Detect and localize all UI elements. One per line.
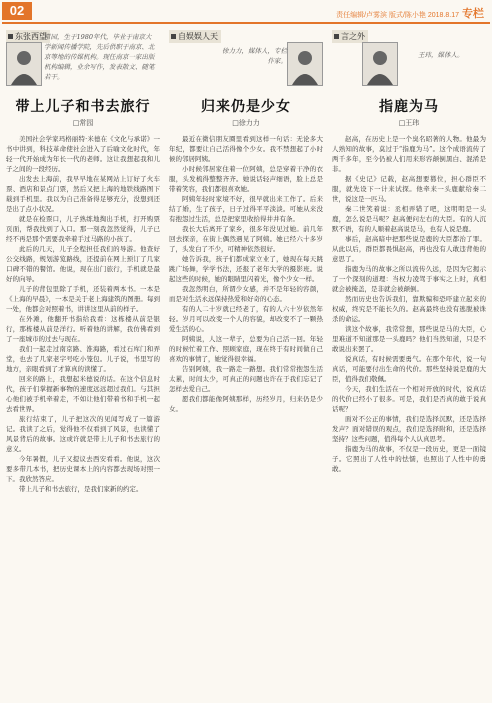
paragraph: 事后，赵高暗中把那些说是鹿的大臣都治了罪。从此以后，群臣都畏惧赵高，再也没有人敢违背他的意思了。 <box>332 235 486 263</box>
editor-info: 责任编辑/卢雾滨 版式/陈小艳 2018.8.17 <box>336 12 459 19</box>
author-name: 自娱娱人天 <box>178 32 218 41</box>
paragraph: 旅行结束了，儿子把这次的见闻写成了一篇游记。我读了之后，觉得他不仅看到了风景，也读懂了风景背后的故事。这或许就是带上儿子和书去旅行的意义。 <box>6 415 160 453</box>
page-header <box>0 0 492 22</box>
author-profile <box>332 30 486 92</box>
author-bio: 王玮，媒体人。 <box>418 51 464 59</box>
paragraph: 今年暑假，儿子又提议去西安看看。他说，这次要多带几本书，把历史课本上的内容都去现场对照一下。我欣然答应。 <box>6 455 160 483</box>
bullet-icon <box>334 34 339 39</box>
column-2 <box>169 30 323 698</box>
paragraph: 我们一起走过南京路、淮海路，看过石库门和弄堂，也去了几家老字号吃小笼包。儿子说，书里写的地方，亲眼看到了才算真的读懂了。 <box>6 345 160 373</box>
paragraph: 然而历史也告诉我们，靠欺骗和恐吓建立起来的权威，终究是不能长久的。赵高最终也没有逃脱被诛杀的命运。 <box>332 295 486 323</box>
article-body <box>6 134 160 494</box>
portrait-icon <box>363 43 397 85</box>
paragraph: 读这个故事，我常常想，那些说是马的大臣，心里难道不知道那是一头鹿吗？他们当然知道，只是不敢说出来罢了。 <box>332 325 486 353</box>
paragraph: 阿姨说，人这一辈子，总要为自己活一回。年轻的时候忙着工作、照顾家庭，现在终于有时间做自己喜欢的事情了，她觉得很幸福。 <box>169 335 323 363</box>
header-info <box>336 5 484 21</box>
paragraph: 面对不公正的事情，我们是选择沉默，还是选择发声？面对错误的观点，我们是选择附和，还是选择坚持？这些问题，值得每个人认真思考。 <box>332 415 486 443</box>
paragraph: 最近在微信朋友圈里看到这样一句话：无论多大年纪，都要让自己活得像个少女。我不禁想起了小时候的邻居阿姨。 <box>169 135 323 163</box>
header-rule <box>2 22 490 24</box>
column-1 <box>6 30 160 698</box>
paragraph: 据《史记》记载，赵高想要篡位，担心群臣不服，就先设下一计来试探。他牵来一头鹿献给秦二世，说这是一匹马。 <box>332 175 486 203</box>
paragraph: 出发去上海前，我早早地在某网站上订好了火车票、酒店和景点门票，然后又把上海的地铁线路图下载到手机里。我以为自己准备得足够充分，没想到还是出了点小状况。 <box>6 175 160 213</box>
portrait-icon <box>288 43 322 85</box>
article-byline: □徐力力 <box>232 119 260 127</box>
paragraph: 指鹿为马的故事之所以流传久远，是因为它揭示了一个深刻的道理：当权力凌驾于事实之上时，真相就会被掩盖，是非就会被颠倒。 <box>332 265 486 293</box>
author-tag <box>169 30 221 43</box>
paragraph: 告别阿姨，我一路走一路想。我们常常抱怨生活太累，时间太少，可真正的问题也许在于我们忘记了怎样去爱自己。 <box>169 365 323 393</box>
paragraph: 小时候邻居家住着一位阿姨，总是穿着干净的衣服，头发梳得整整齐齐。她说话轻声细语，脸上总是带着笑容，我们都很喜欢她。 <box>169 165 323 193</box>
author-profile <box>6 30 160 92</box>
article-title: 归来仍是少女 <box>201 99 291 115</box>
article-title: 指鹿为马 <box>379 99 439 115</box>
article-title: 带上儿子和书去旅行 <box>15 99 151 115</box>
paragraph: 就是在检票口，儿子熟练地掏出手机，打开购票页面，帮我找到了入口。那一刻我忽然觉得，儿子已经不再是那个需要我牵着手过马路的小孩了。 <box>6 215 160 243</box>
article-body <box>332 134 486 474</box>
author-photo <box>287 42 323 86</box>
paragraph: 回来的路上，我想起米德说的话。在这个信息时代，孩子们掌握新事物的速度远远超过我们。与其担心他们被手机牵着走，不如让他们带着书和手机一起去看世界。 <box>6 375 160 413</box>
paragraph: 赵高，在历史上是一个臭名昭著的人物。他最为人熟知的故事，莫过于“指鹿为马”。这个成语流传了两千多年，至今仍被人们用来形容颠倒黑白、混淆是非。 <box>332 135 486 173</box>
section-title: 专栏 <box>462 8 484 20</box>
portrait-icon <box>7 43 41 85</box>
paragraph: 秦二世笑着说：丞相弄错了吧，这明明是一头鹿，怎么说是马呢？赵高便问左右的大臣。有的人沉默不语，有的人顺着赵高说是马，也有人说是鹿。 <box>332 205 486 233</box>
author-photo <box>6 42 42 86</box>
paragraph: 今天，我们生活在一个相对开放的时代，说真话的代价已经小了很多。可是，我们是否真的敢于说真话呢？ <box>332 385 486 413</box>
paragraph: 说真话，有时候需要勇气。在那个年代，说一句真话，可能要付出生命的代价。那些坚持说是鹿的大臣，值得我们敬佩。 <box>332 355 486 383</box>
paragraph: 带上儿子和书去旅行，是我们家新的约定。 <box>19 485 143 493</box>
article-body <box>169 134 323 414</box>
paragraph: 我忽然明白，所谓少女感，并不是年轻的容颜，而是对生活永远保持热爱和好奇的心态。 <box>169 285 323 303</box>
paragraph: 我长大后离开了家乡，很多年没见过她。前几年回去探亲，在街上偶然遇见了阿姨。她已经六十多岁了，头发白了不少，可精神依然很好。 <box>169 225 323 253</box>
paragraph: 此后的几天，儿子全程担任我们的导游。他查好公交线路，规划游览路线，还提前在网上预订了几家口碑不错的餐馆。他说，现在出门旅行，手机就是最好的向导。 <box>6 245 160 283</box>
paragraph: 在外滩，他翻开书指给我看：这栋楼从前是银行，那栋楼从前是洋行。听着他的讲解，我仿佛看到了一座城市的过去与现在。 <box>6 315 160 343</box>
paragraph: 有的人二十岁就已经老了，有的人六十岁依然年轻。岁月可以改变一个人的容貌，却改变不了一颗热爱生活的心。 <box>169 305 323 333</box>
article-byline: □王玮 <box>398 119 420 127</box>
article-byline: □常园 <box>72 119 94 127</box>
page-number: 02 <box>2 2 32 20</box>
author-bio: 徐力力，媒体人，专栏作家。 <box>222 47 287 65</box>
bullet-icon <box>171 34 176 39</box>
author-bio: 常园，生于1980年代，毕业于南京大学新闻传播学院，先后供职于南京、北京等地的传媒机构。现任南京一家出版机构编辑，业余写作，发表散文、随笔若干。 <box>44 33 155 81</box>
author-photo <box>362 42 398 86</box>
paragraph: 阿姨年轻时家境不好，很早就出来工作了。后来结了婚，生了孩子，日子过得平平淡淡。可她从来没有抱怨过生活，总是把家里收拾得井井有条。 <box>169 195 323 223</box>
author-name: 东张西望 <box>15 32 47 41</box>
column-3 <box>332 30 486 698</box>
paragraph: 儿子的背包里除了手机，还装着两本书。一本是《上海的早晨》，一本是关于老上海建筑的图册。每到一处，他都会对照着书，讲讲这里从前的样子。 <box>6 285 160 313</box>
author-profile <box>169 30 323 92</box>
paragraph: 她告诉我，孩子们都成家立业了，她现在每天跳跳广场舞，学学书法，还报了老年大学的摄影班。说起这些的时候，她的眼睛里闪着光，像个少女一样。 <box>169 255 323 283</box>
paragraph: 美国社会学家玛格丽特·米德在《文化与承诺》一书中讲到，科技革命使社会进入了后喻文化时代，年轻一代开始成为年长一代的老师。这让我想起我和儿子之间的一段经历。 <box>6 135 160 173</box>
author-name: 言之外 <box>341 32 365 41</box>
bullet-icon <box>8 34 13 39</box>
paragraph: 指鹿为马的故事，不仅是一段历史，更是一面镜子。它照出了人性中的怯懦，也照出了人性中的勇敢。 <box>332 445 486 473</box>
paragraph: 愿我们都能像阿姨那样，历经岁月，归来仍是少女。 <box>169 395 323 413</box>
